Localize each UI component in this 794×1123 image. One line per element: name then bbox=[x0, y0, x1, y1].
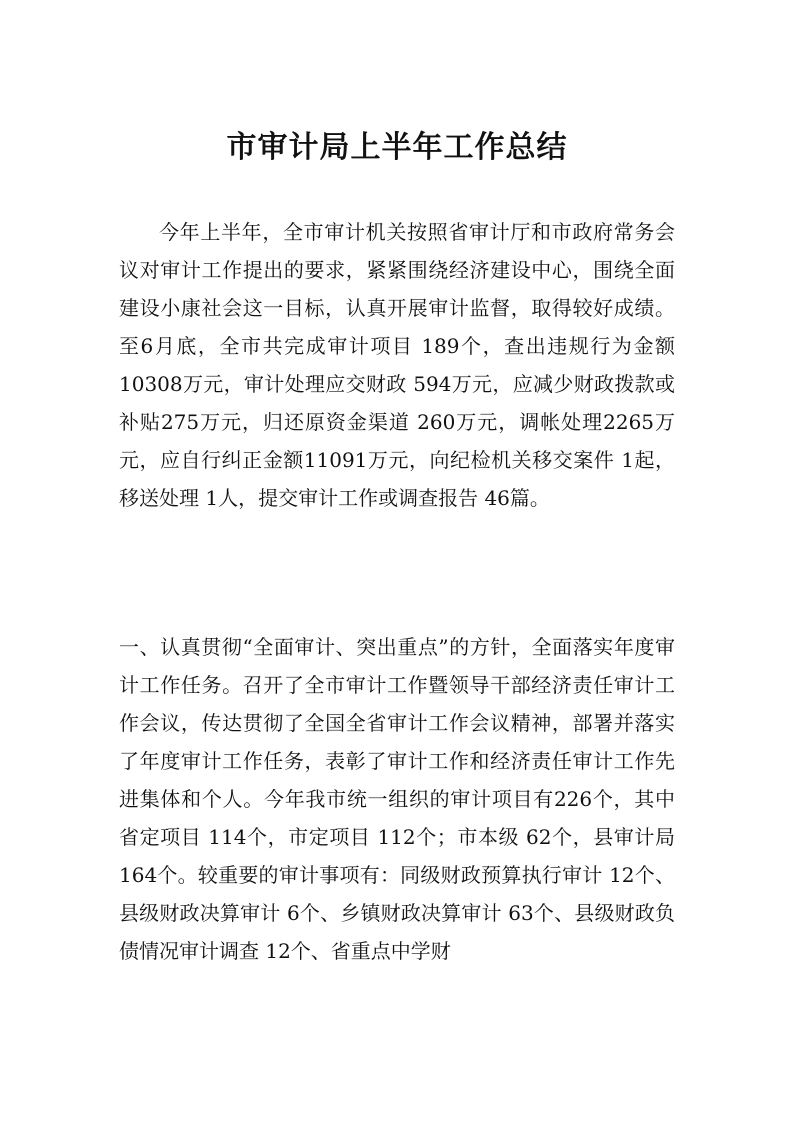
paragraph-intro: 今年上半年，全市审计机关按照省审计厅和市政府常务会议对审计工作提出的要求，紧紧围绕经济建设中心，围绕全面建设小康社会这一目标，认真开展审计监督，取得较好成绩。至6月底，全市共完成审计项目 189个，查出违规行为金额10308万元，审计处理应交财政 594万元，应减少财政拨款或补贴275万元，归还原资金渠道 260万元，调帐处理2265万元，应自行纠正金额11091万元，向纪检机关移交案件 1起，移送处理 1人，提交审计工作或调查报告 46篇。 bbox=[119, 220, 675, 510]
paragraph-section-one: 一、认真贯彻“全面审计、突出重点”的方针，全面落实年度审计工作任务。召开了全市审计工作暨领导干部经济责任审计工作会议，传达贯彻了全国全省审计工作会议精神，部署并落实了年度审计工作任务，表彰了审计工作和经济责任审计工作先进集体和个人。今年我市统一组织的审计项目有226个，其中省定项目 114个，市定项目 112个；市本级 62个，县审计局 164个。较重要的审计事项有：同级财政预算执行审计 12个、县级财政决算审计 6个、乡镇财政决算审计 63个、县级财政负债情况审计调查 12个、省重点中学财 bbox=[119, 635, 675, 963]
document-title: 市审计局上半年工作总结 bbox=[226, 130, 568, 166]
